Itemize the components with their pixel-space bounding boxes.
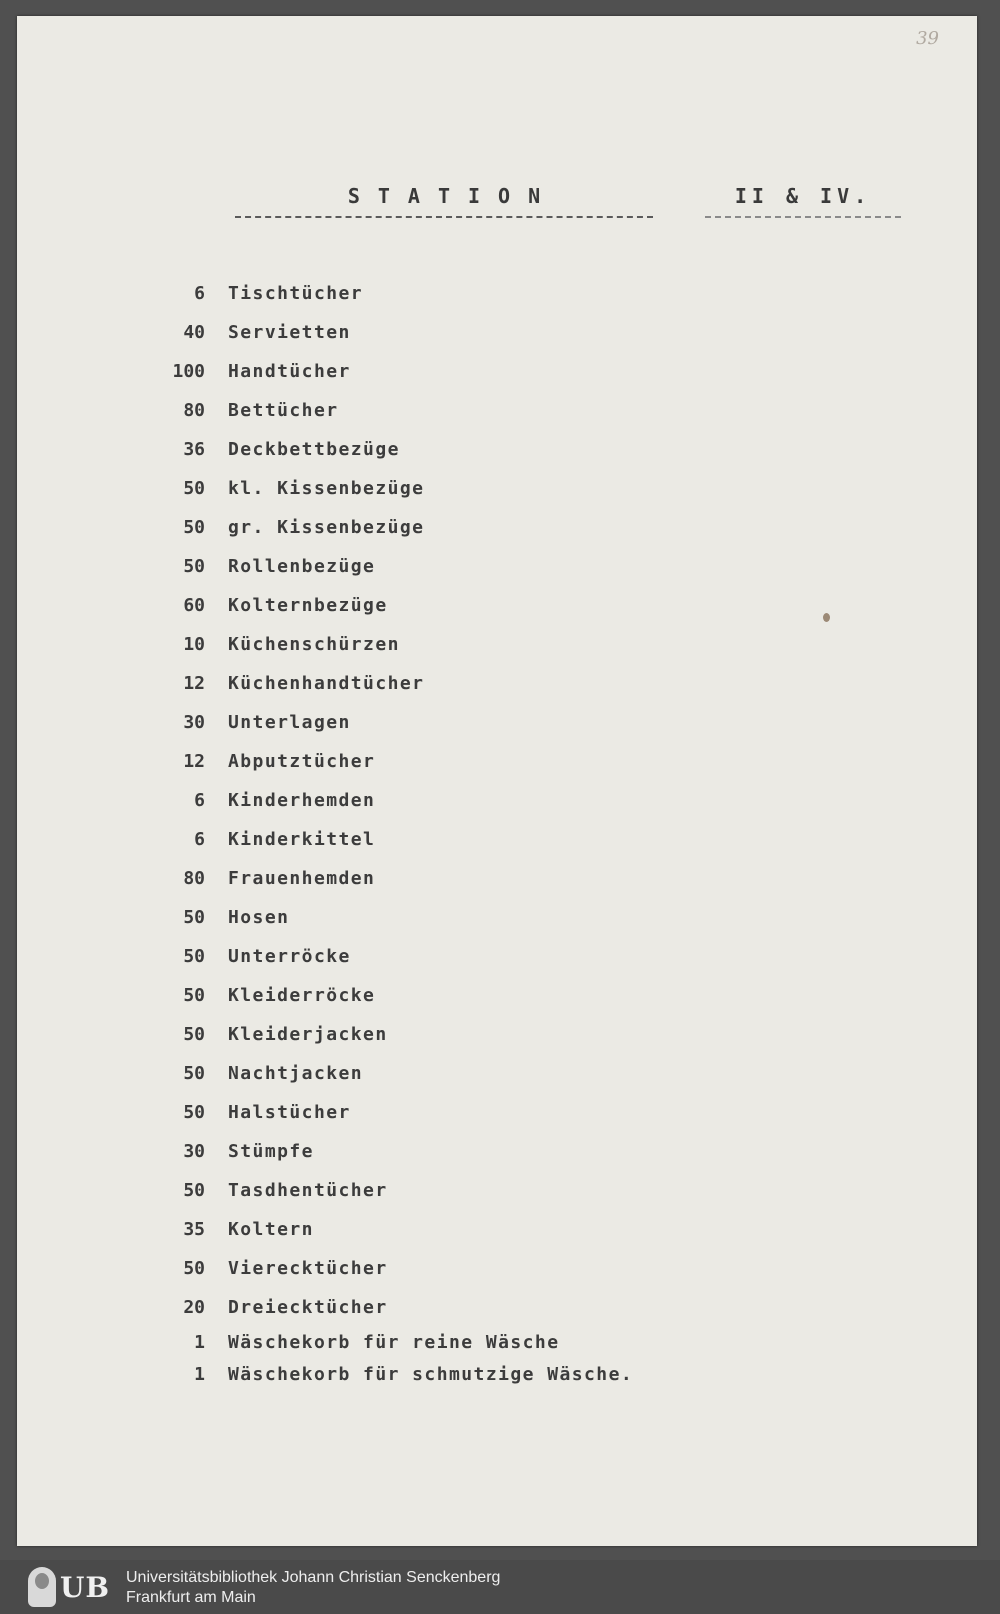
item-name: Küchenschürzen: [228, 634, 400, 655]
item-name: Koltern: [228, 1219, 314, 1240]
inventory-item: [17, 1288, 977, 1327]
inventory-item: [17, 781, 977, 820]
item-name: Abputztücher: [228, 751, 376, 772]
inventory-item: [17, 898, 977, 937]
item-quantity: 50: [183, 1102, 205, 1123]
inventory-item: [17, 1015, 977, 1054]
page-number: 39: [916, 28, 939, 49]
item-name: kl. Kissenbezüge: [228, 478, 425, 499]
item-name: Tasdhentücher: [228, 1180, 388, 1201]
inventory-item: [17, 664, 977, 703]
inventory-item: [17, 625, 977, 664]
heading-wards: II & IV.: [734, 184, 872, 208]
item-quantity: 6: [194, 283, 205, 304]
item-quantity: 50: [183, 946, 205, 967]
inventory-item: [17, 274, 977, 313]
item-quantity: 20: [183, 1297, 205, 1318]
inventory-item: [17, 547, 977, 586]
inventory-item: [17, 313, 977, 352]
item-quantity: 100: [172, 361, 205, 382]
heading-station: STATION: [347, 184, 559, 208]
item-quantity: 35: [183, 1219, 205, 1240]
document-page: [17, 16, 977, 1546]
item-name: Servietten: [228, 322, 351, 343]
item-quantity: 50: [183, 1180, 205, 1201]
library-logo: [28, 1566, 116, 1608]
inventory-item: [17, 469, 977, 508]
item-quantity: 80: [183, 400, 205, 421]
inventory-item: [17, 352, 977, 391]
item-quantity: 80: [183, 868, 205, 889]
item-name: Küchenhandtücher: [228, 673, 425, 694]
inventory-item: [17, 1249, 977, 1288]
item-quantity: 50: [183, 985, 205, 1006]
inventory-item: [17, 703, 977, 742]
item-name: Stümpfe: [228, 1141, 314, 1162]
item-name: Frauenhemden: [228, 868, 376, 889]
item-quantity: 10: [183, 634, 205, 655]
item-name: Tischtücher: [228, 283, 364, 304]
inventory-item: [17, 937, 977, 976]
inventory-item: [17, 742, 977, 781]
item-name: Wäschekorb für schmutzige Wäsche.: [228, 1364, 634, 1385]
inventory-item: [17, 1359, 977, 1391]
paper-stain: [823, 613, 830, 622]
inventory-item: [17, 1171, 977, 1210]
item-name: Halstücher: [228, 1102, 351, 1123]
item-name: Kolternbezüge: [228, 595, 388, 616]
item-name: Deckbettbezüge: [228, 439, 400, 460]
item-quantity: 30: [183, 1141, 205, 1162]
inventory-item: [17, 1132, 977, 1171]
inventory-item: [17, 859, 977, 898]
item-quantity: 12: [183, 751, 205, 772]
inventory-item: [17, 1327, 977, 1359]
library-footer: [0, 1560, 1000, 1614]
inventory-item: [17, 508, 977, 547]
inventory-item: [17, 976, 977, 1015]
item-quantity: 1: [194, 1364, 205, 1385]
item-quantity: 6: [194, 829, 205, 850]
item-name: Vierecktücher: [228, 1258, 388, 1279]
item-name: Nachtjacken: [228, 1063, 364, 1084]
item-name: Unterlagen: [228, 712, 351, 733]
item-name: Bettücher: [228, 400, 339, 421]
item-quantity: 50: [183, 1258, 205, 1279]
library-name-line2: Frankfurt am Main: [126, 1589, 256, 1606]
inventory-list: [17, 274, 977, 1391]
item-name: Kleiderröcke: [228, 985, 376, 1006]
item-name: Rollenbezüge: [228, 556, 376, 577]
item-quantity: 50: [183, 1063, 205, 1084]
item-quantity: 36: [183, 439, 205, 460]
inventory-item: [17, 586, 977, 625]
item-quantity: 12: [183, 673, 205, 694]
inventory-item: [17, 1210, 977, 1249]
item-quantity: 50: [183, 907, 205, 928]
item-name: Kleiderjacken: [228, 1024, 388, 1045]
inventory-item: [17, 820, 977, 859]
library-name-line1: Universitätsbibliothek Johann Christian Senckenberg: [126, 1569, 501, 1586]
item-quantity: 50: [183, 1024, 205, 1045]
item-quantity: 50: [183, 478, 205, 499]
item-name: Kinderkittel: [228, 829, 376, 850]
item-quantity: 6: [194, 790, 205, 811]
item-name: gr. Kissenbezüge: [228, 517, 425, 538]
item-name: Kinderhemden: [228, 790, 376, 811]
portrait-icon: [28, 1567, 56, 1607]
item-quantity: 50: [183, 517, 205, 538]
item-name: Handtücher: [228, 361, 351, 382]
inventory-item: [17, 391, 977, 430]
item-name: Dreiecktücher: [228, 1297, 388, 1318]
inventory-item: [17, 430, 977, 469]
item-name: Wäschekorb für reine Wäsche: [228, 1332, 560, 1353]
item-name: Unterröcke: [228, 946, 351, 967]
inventory-item: [17, 1093, 977, 1132]
heading-underline-station: [235, 216, 653, 218]
item-quantity: 40: [183, 322, 205, 343]
page-heading: [17, 184, 977, 244]
inventory-item: [17, 1054, 977, 1093]
item-quantity: 1: [194, 1332, 205, 1353]
item-quantity: 50: [183, 556, 205, 577]
logo-text: UB: [60, 1570, 111, 1604]
item-quantity: 30: [183, 712, 205, 733]
heading-underline-wards: [705, 216, 901, 218]
item-quantity: 60: [183, 595, 205, 616]
item-name: Hosen: [228, 907, 290, 928]
library-name: [126, 1568, 500, 1608]
